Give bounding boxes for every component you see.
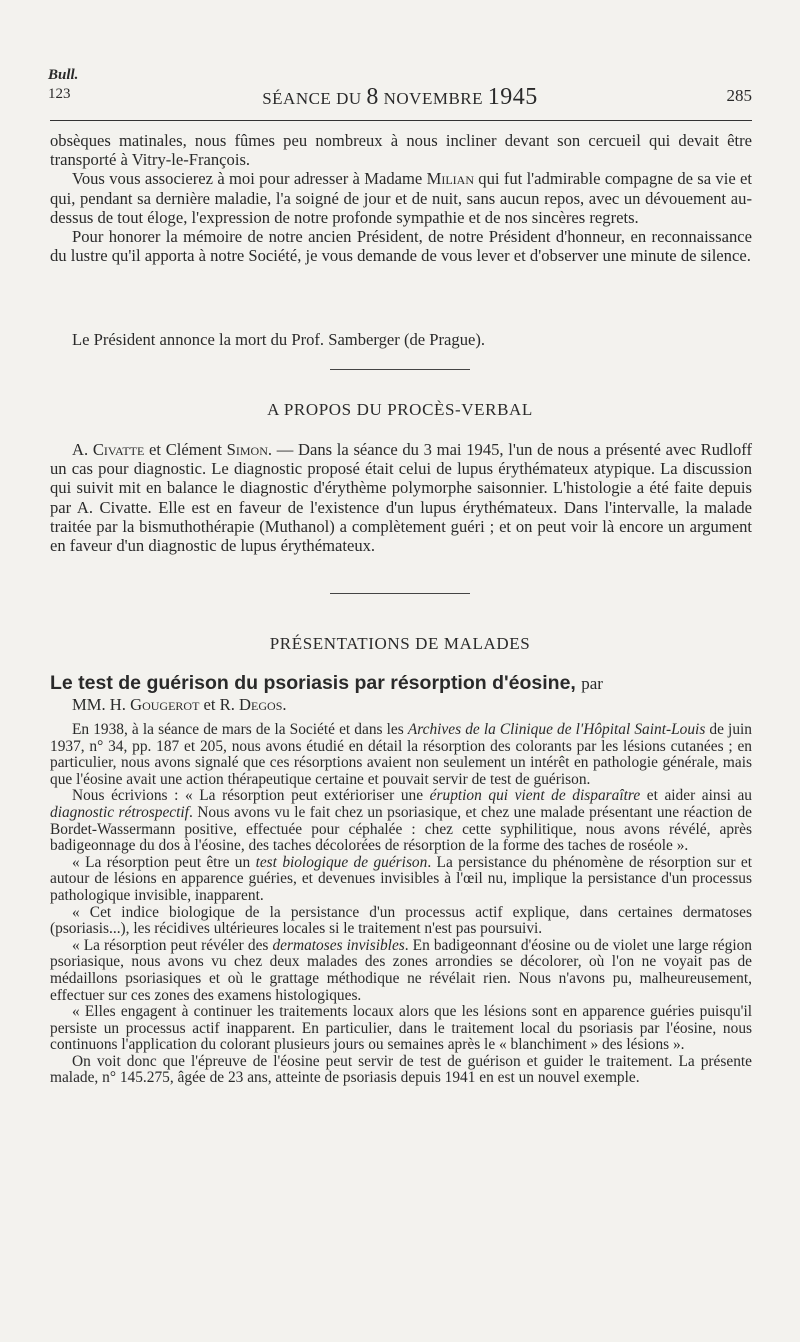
p1-journal: Archives de la Clinique de l'Hôpital Saint-Louis [407, 721, 706, 738]
pv-mid: et Clément [144, 440, 227, 459]
proces-verbal-paragraph [50, 440, 752, 555]
intro-paragraph-1: obsèques matinales, nous fûmes peu nombreux à nous incliner devant son cercueil qui devait être transporté à Vitry-le-François. [50, 131, 752, 170]
p2-italic-2: diagnostic rétrospectif [50, 803, 189, 821]
name-milian: Milian [426, 169, 474, 189]
separator-1 [330, 369, 470, 370]
article-body [50, 722, 752, 1087]
intro-section [50, 131, 752, 265]
journal-number: 123 [48, 86, 71, 102]
authors-prefix: MM. H. [72, 695, 131, 714]
author-simon: Simon [226, 440, 268, 459]
pv-lead: A. [72, 440, 93, 459]
p2-italic-1: éruption qui vient de disparaître [429, 787, 641, 805]
p1-end: de juin 1937, n° 34, pp. 187 et 205, nous avons étudié en détail la résorption des colorants par les lésions cutanées ; en particulier, nous avons signalé que ces résorptions avaient non seulement un intérêt en pathologie générale, mais que l'éosine avait une action thérapeutique certaine et pouvait servir de test de guérison. [50, 721, 753, 788]
announcement [50, 330, 752, 349]
header-rule [50, 120, 752, 121]
intro-p2-start: Vous vous associerez à moi pour adresser à Madame [72, 169, 427, 189]
article-paragraph-1 [50, 722, 752, 788]
p2-end: . Nous avons vu le fait chez un psoriasique, et chez une malade présentant une réaction de Bordet-Wassermann positive, effectuée pour céphalée : chez cette syphilitique, nous avons révélé, après badigeonnage du dos à l'éosine, des taches décolorées de résorption de la forme des taches de roséole ». [50, 803, 752, 855]
p2-mid: et aider ainsi au [640, 787, 752, 805]
intro-paragraph-2 [50, 169, 752, 227]
authors-and: et R. [199, 695, 240, 714]
seance-prefix: SÉANCE DU [262, 89, 362, 108]
journal-abbreviation: Bull. [48, 67, 79, 83]
article-paragraph-4: « Cet indice biologique de la persistance d'un processus actif explique, dans certaines dermatoses (psoriasis...), les récidives ultérieures locales si le traitement n'est pas poursuivi. [50, 903, 752, 938]
section-title-proces-verbal: A PROPOS DU PROCÈS-VERBAL [267, 400, 533, 419]
p3-italic: test biologique de guérison [255, 853, 428, 871]
section-title-presentations: PRÉSENTATIONS DE MALADES [269, 634, 531, 653]
article-title [50, 672, 752, 695]
p1-start: En 1938, à la séance de mars de la Société et dans les [72, 721, 408, 738]
p5-italic: dermatoses invisibles [272, 936, 405, 954]
article-title-par: par [581, 674, 603, 693]
p3-end: . La persistance du phénomène de résorption sur et autour de lésions en apparence guéries, et devenues invisibles à l'œil nu, implique la persistance d'un processus pathologique invisible, inapparent. [50, 853, 753, 904]
article-authors [72, 695, 287, 715]
intro-p2-end: qui fut l'admirable compagne de sa vie et qui, pendant sa dernière maladie, l'a soigné de jour et de nuit, sans aucun repos, avec un dévouement au-dessus de tout éloge, l'expression de notre profonde sympathie et de nos sincères regrets. [50, 169, 752, 227]
p2-start: Nous écrivions : « La résorption peut extérioriser une [72, 787, 430, 805]
intro-paragraph-3: Pour honorer la mémoire de notre ancien Président, de notre Président d'honneur, en reconnaissance du lustre qu'il apporta à notre Société, je vous demande de vous lever et d'observer une minute de silence. [50, 227, 752, 266]
page-number: 285 [726, 86, 752, 105]
announcement-text: Le Président annonce la mort du Prof. Samberger (de Prague). [72, 330, 486, 349]
p5-end: . En badigeonnant d'éosine ou de violet une large région psoriasique, nous avons vu chez deux malades des zones arrondies se décolorer, où l'on ne voyait pas de médaillons psoriasiques et où le grattage méthodique ne révélait rien. Nous n'avons pu, malheureusement, effectuer sur ces zones des examens histologiques. [50, 936, 752, 1004]
article-paragraph-3 [50, 855, 752, 905]
proces-verbal-section [50, 440, 752, 555]
authors-dot: . [282, 695, 287, 714]
author-gougerot: Gougerot [130, 695, 200, 714]
p3-start: « La résorption peut être un [72, 853, 256, 871]
seance-month: NOVEMBRE [383, 89, 484, 108]
article-paragraph-5 [50, 938, 752, 1004]
pv-text: . — Dans la séance du 3 mai 1945, l'un de nous a présenté avec Rudloff un cas pour diagnostic. Le diagnostic proposé était celui de lupus érythémateux atypique. La discussion qui suivit mit en balance le diagnostic d'érythème polymorphe saisonnier. L'histologie a été faite depuis par A. Civatte. Elle est en faveur de l'existence d'un lupus érythémateux. Dans l'intervalle, la malade traitée par la bismuthothérapie (Muthanol) a complètement guéri ; et on peut voir là encore un argument en faveur d'un diagnostic de lupus érythémateux. [50, 440, 753, 556]
p5-start: « La résorption peut révéler des [72, 936, 273, 954]
article-paragraph-7: On voit donc que l'épreuve de l'éosine peut servir de test de guérison et guider le traitement. La présente malade, n° 145.275, âgée de 23 ans, atteinte de psoriasis depuis 1941 en est un nouvel exemple. [50, 1052, 752, 1087]
article-paragraph-2 [50, 788, 752, 854]
separator-2 [330, 593, 470, 594]
seance-day: 8 [366, 84, 379, 110]
article-title-text: Le test de guérison du psoriasis par résorption d'éosine, [50, 672, 576, 694]
author-degos: Degos [239, 695, 283, 714]
seance-year: 1945 [487, 84, 538, 110]
author-civatte: Civatte [92, 440, 145, 459]
article-paragraph-6: « Elles engagent à continuer les traitements locaux alors que les lésions sont en apparence guéries puisqu'il persiste un processus actif inapparent. En particulier, dans le traitement local du psoriasis par l'éosine, nous continuons l'application du colorant plusieurs jours ou semaines après le « blanchiment » des lésions ». [50, 1003, 752, 1054]
running-head [0, 84, 800, 111]
